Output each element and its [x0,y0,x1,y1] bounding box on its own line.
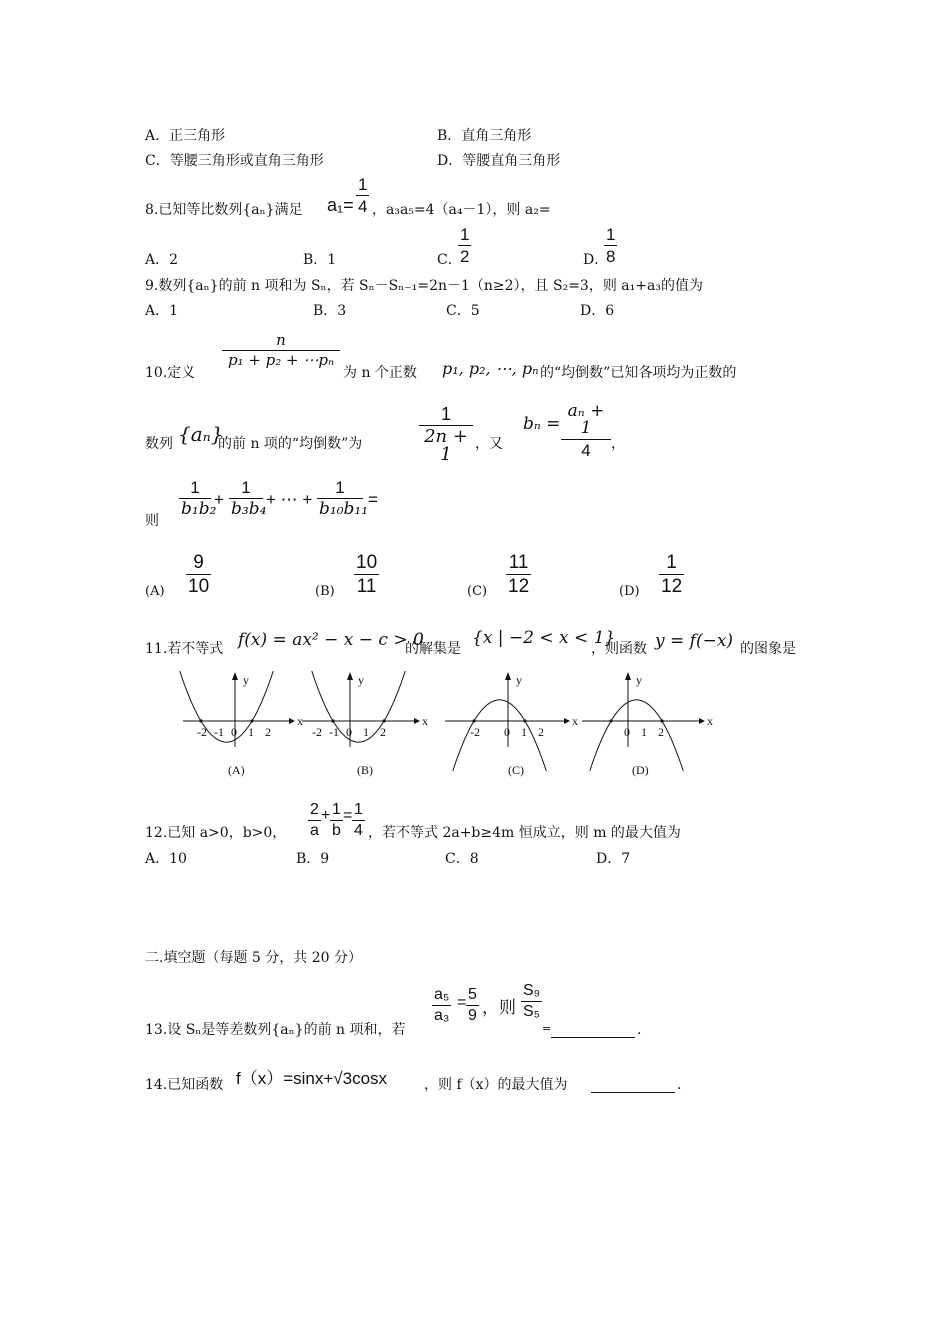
q13-stem: 13.设 Sₙ是等差数列{aₙ}的前 n 项和，若 [145,1022,406,1038]
q10-comma: ， [611,436,625,452]
q13-ratio-num: a₅ [434,986,450,1003]
q10-bn-lhs: bₙ = [523,414,561,434]
q12-option-b: B．9 [296,851,330,867]
graph-c-tick-label: -2 [470,725,480,739]
q10-sum-term3-num: 1 [335,478,345,497]
graph-a-caption: (A) [228,763,245,777]
q9-stem: 9.数列{aₙ}的前 n 项和为 Sₙ，若 Sₙ－Sₙ₋₁=2n－1（n≥2），且 S₂=3，则 a₁+a₃的值为 [145,278,703,294]
graph-c-x-arrow [564,718,570,724]
q8-option-c: C． [437,252,462,268]
q10-sum-term2-den: b₃b₄ [231,499,267,519]
q10-option-a-den: 10 [188,576,210,597]
graph-c-y-label: y [516,673,522,687]
graph-a-tick-label: 2 [265,725,271,739]
graph-b-x-label: x [422,714,428,728]
q8-option-d-num: 1 [606,225,616,244]
q8-option-c-fraction [458,226,471,265]
graph-b-root-dot-2 [382,719,385,722]
graph-d-x-label: x [707,714,713,728]
q13-end: . [637,1022,642,1038]
q14-tail: ，则 f（x）的最大值为 [424,1077,568,1093]
q11-mid: 的解集是 [405,641,461,657]
q11-tail: 的图象是 [740,641,796,657]
q8-option-a: A．2 [145,252,179,268]
graph-c-curve [453,700,547,771]
graph-c-tick-label: 0 [504,725,510,739]
q11-lead: 11.若不等式 [145,641,224,657]
q10-sum-dots: + ⋯ + [266,490,313,509]
q13-answer-blank[interactable] [551,1023,635,1038]
q11-graphs [0,668,950,788]
q10-sum-term1-num: 1 [190,478,200,497]
graph-a-tick-label: 1 [248,725,254,739]
q10-option-a-num: 9 [193,552,204,573]
q10-sequence-p: p₁, p₂, ⋯, pₙ [442,359,539,378]
q9-option-b: B．3 [313,303,347,319]
graph-d-curve [590,700,684,771]
q10-option-b-num: 10 [356,552,378,573]
graph-b-root-dot-1 [331,719,334,722]
section-title-fill-in: 二.填空题（每题 5 分，共 20 分） [145,950,362,966]
q10-line2-mid: 的前 n 项的“均倒数”为 [218,436,363,452]
graph-b-tick-label: 1 [363,725,369,739]
q12-eq: = [343,807,353,824]
q10-option-c-den: 12 [508,576,530,597]
graph-d-root-dot-1 [609,719,612,722]
q10-option-d-den: 12 [661,576,683,597]
graph-a-root-dot-2 [250,719,253,722]
q12-tail: ，若不等式 2a+b≥4m 恒成立，则 m 的最大值为 [368,825,681,841]
q10-sum-eq: = [368,490,378,509]
q10-avg-num: 1 [440,404,451,424]
q10-sum-term1 [179,478,217,519]
q10-sum-term2-num: 1 [241,478,251,497]
q12-f2-den: b [332,822,341,839]
q7-option-b: B．直角三角形 [437,128,532,144]
q10-avg-fraction [419,405,473,464]
q10-option-a-fraction [186,553,211,596]
q10-bn-num: aₙ + 1 [567,401,605,438]
q8-option-c-num: 1 [460,225,470,244]
q11-inequality: f(x) = ax² − x − c > 0 [238,630,424,650]
q8-option-b: B．1 [303,252,337,268]
q7-option-a: A．正三角形 [145,128,226,144]
q13-s-eq: = [542,1022,552,1035]
q8-option-d-den: 8 [606,247,616,266]
q10-option-d-fraction [659,553,684,596]
graph-a-tick-label: -2 [197,725,207,739]
q8-a1-num: 1 [358,175,368,194]
q8-a1-den: 4 [358,197,368,216]
q12-option-d: D．7 [596,851,631,867]
graph-b-caption: (B) [357,763,373,777]
graph-d-x-arrow [699,718,705,724]
graph-a-y-arrow [232,672,238,680]
q12-fraction-1-4 [352,802,365,839]
q9-option-a: A．1 [145,303,179,319]
q8-option-d-fraction [604,226,617,265]
graph-c-y-arrow [505,672,511,680]
q10-def-den: p₁ + p₂ + ⋯pₙ [222,350,340,368]
graph-b-tick-label: -2 [312,725,322,739]
q12-f1-num: 2 [310,801,319,818]
q10-definition-fraction [222,333,340,368]
q13-s-den: S₅ [523,1003,541,1020]
graph-a-curve [180,671,273,742]
q12-lead: 12.已知 a>0，b>0， [145,825,287,841]
graph-d-tick-label: 2 [658,725,664,739]
q9-option-c: C．5 [446,303,480,319]
q11-function: y = f(−x) [655,631,734,651]
graph-c-x-label: x [572,714,578,728]
q8-a1-fraction [356,176,369,215]
graph-a-x-label: x [297,714,303,728]
q14-answer-blank[interactable] [591,1078,675,1093]
q10-option-d: (D) [619,584,640,599]
q13-value-den: 9 [468,1007,477,1024]
q10-option-b-fraction [354,553,379,596]
q8-lead: 8.已知等比数列{aₙ}满足 [145,202,303,218]
q10-sum-term1-den: b₁b₂ [181,499,217,519]
graph-c-root-dot-2 [523,719,526,722]
graph-d-caption: (D) [632,763,649,777]
q13-ratio-den: a₃ [434,1007,450,1024]
q9-option-d: D．6 [580,303,615,319]
q7-option-c: C．等腰三角形或直角三角形 [145,153,324,169]
q10-option-a: (A) [145,584,165,599]
graph-d-tick-label: 0 [624,725,630,739]
q10-option-b: (B) [315,584,335,599]
q10-option-c: (C) [467,584,488,599]
q8-option-d: D． [583,252,609,268]
q14-function: f（x）=sinx+√3cosx [236,1069,388,1088]
q10-option-c-fraction [506,553,531,596]
q10-tail1: 的“均倒数”已知各项均为正数的 [540,365,737,381]
q13-ratio-a [432,987,451,1024]
q10-option-c-num: 11 [508,552,529,573]
q7-option-d: D．等腰直角三角形 [437,153,561,169]
q8-a1: a₁= [327,195,354,215]
q12-f3-num: 1 [354,801,363,818]
graph-d-y-arrow [625,672,631,680]
q10-avg-den: 2n + 1 [419,425,473,464]
q10-sum-term3-den: b₁₀b₁₁ [319,499,369,519]
q10-sum-plus: + [214,490,224,509]
q12-f1-den: a [310,822,319,839]
q12-plus: + [321,807,331,824]
graph-c-tick-label: 2 [538,725,544,739]
q10-line2-lead: 数列 [145,436,173,452]
graph-b-tick-label: 2 [380,725,386,739]
q11-solution-set: {x | −2 < x < 1} [472,628,616,648]
q13-then: ，则 [482,998,516,1018]
graph-a-tick-label: -1 [214,725,224,739]
graph-c-caption: (C) [508,763,524,777]
q14-lead: 14.已知函数 [145,1077,224,1093]
q10-sequence-an: {aₙ} [178,422,224,446]
q13-eq: = [457,994,467,1011]
q13-value-num: 5 [468,986,477,1003]
q10-sum-term3 [317,478,369,519]
q12-option-a: A．10 [145,851,187,867]
q10-bn-fraction [561,403,611,459]
graph-a-y-label: y [243,673,249,687]
q12-f2-num: 1 [332,801,341,818]
q10-then: 则 [145,513,159,529]
q13-s-num: S₉ [523,982,541,999]
q10-option-d-num: 1 [666,552,677,573]
q12-f3-den: 4 [354,822,363,839]
q12-fraction-1b [330,802,343,839]
graph-b-tick-label: -1 [329,725,339,739]
graph-b-y-label: y [358,673,364,687]
q10-mid1: 为 n 个正数 [343,365,417,381]
q8-option-c-den: 2 [460,247,470,266]
graph-b-x-arrow [414,718,420,724]
q12-option-c: C．8 [445,851,479,867]
graph-b-tick-label: 0 [346,725,352,739]
graph-d-root-dot-2 [660,719,663,722]
q10-option-b-den: 11 [354,574,379,596]
graph-a-tick-label: 0 [231,725,237,739]
q12-fraction-2a [308,802,321,839]
graph-d-tick-label: 1 [641,725,647,739]
graph-b-y-arrow [347,672,353,680]
graph-a-root-dot-1 [199,719,202,722]
q10-bn-den: 4 [561,439,611,459]
q13-ratio-s [521,983,542,1020]
q10-lead: 10.定义 [145,365,196,381]
graph-d-y-label: y [636,673,642,687]
q11-mid2: ，则函数 [591,641,647,657]
q10-sum-term2 [229,478,267,519]
q14-end: . [677,1077,682,1093]
q10-def-num: n [276,331,286,349]
graph-c-root-dot-1 [472,719,475,722]
q13-value [466,987,479,1024]
graph-c-tick-label: 1 [521,725,527,739]
q8-condition: ，a₃a₅=4（a₄－1），则 a₂= [372,202,551,218]
q10-line2-you: ，又 [475,436,503,452]
graph-a-x-arrow [289,718,295,724]
